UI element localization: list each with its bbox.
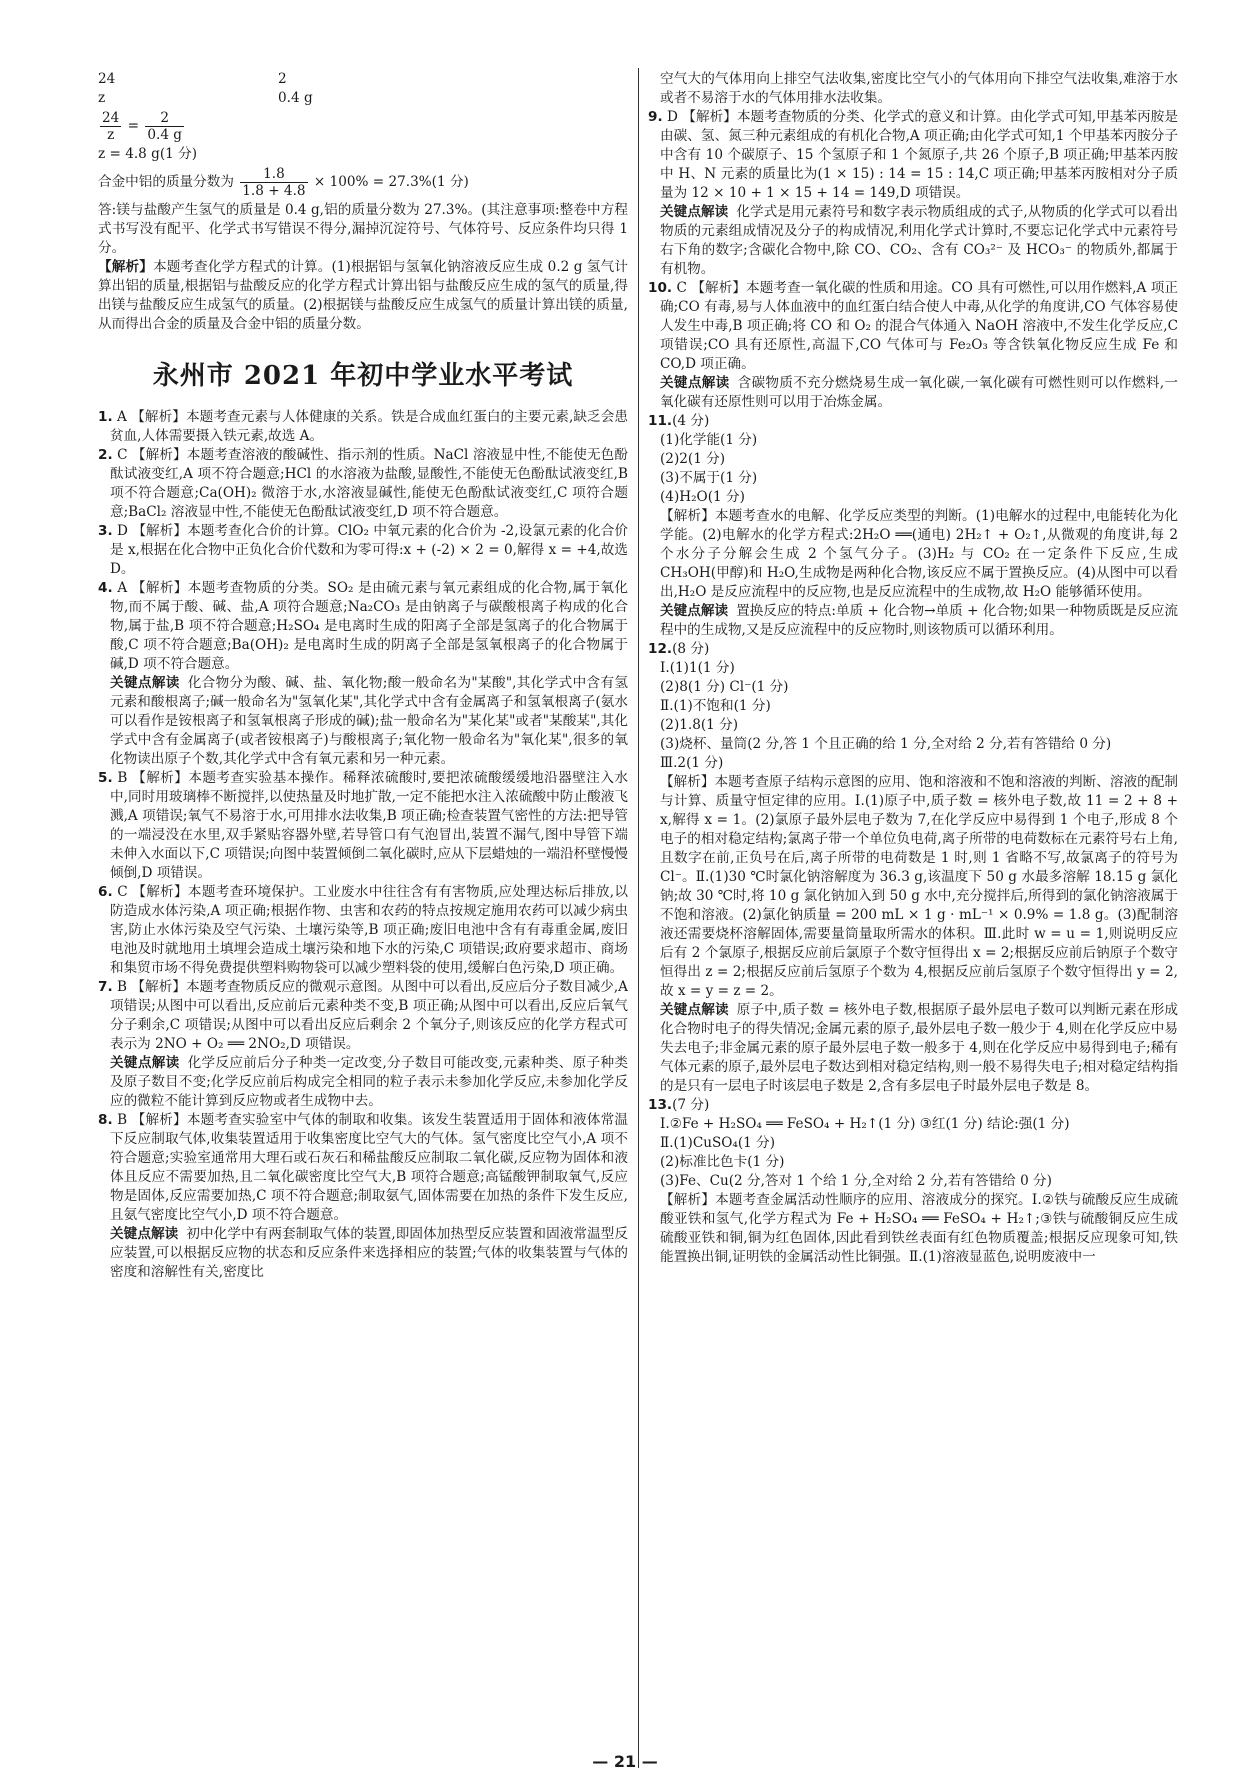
key-point-text: 初中化学中有两套制取气体的装置,即固体加热型反应装置和固液常温型反应装置,可以根据反应物的状态和反应条件来选择相应的装置;气体的收集装置与气体的密度和溶解性有关,密度比 (110, 1226, 629, 1280)
key-point-text: 化学式是用元素符号和数字表示物质组成的式子,从物质的化学式可以看出物质的元素组成情况及分子的构成情况,利用化学式计算时,不要忘记化学式中元素符号右下角的数字;含碳化合物中,除 CO、CO₂、含有 CO₃²⁻ 及 HCO₃⁻ 的物质外,都属于有机物。 (660, 204, 1179, 277)
question-number: 3. (98, 523, 113, 539)
answer-line: Ⅰ.(1)1(1 分) (660, 660, 735, 676)
answer-line: (2)2(1 分) (660, 451, 726, 467)
question-score: (7 分) (672, 1097, 710, 1113)
question-number: 10. (648, 280, 673, 296)
answer-line: Ⅱ.(1)不饱和(1 分) (660, 698, 771, 714)
continued-text: 空气大的气体用向上排空气法收集,密度比空气小的气体用向下排空气法收集,难溶于水或者不易溶于水的气体用排水法收集。 (660, 71, 1178, 106)
question-number: 12. (648, 641, 673, 657)
key-point (648, 602, 1178, 640)
answer-line: (3)Fe、Cu(2 分,答对 1 个给 1 分,全对给 2 分,若有答错给 0 分) (660, 1173, 1052, 1189)
text: × 100% = 27.3%(1 分) (313, 174, 469, 190)
fraction (240, 166, 307, 199)
answer-line: (2)1.8(1 分) (660, 717, 739, 733)
question-item (98, 579, 628, 674)
key-point (98, 1225, 628, 1282)
key-point-tag: 关键点解读 (660, 603, 729, 619)
aluminum-fraction-line (98, 166, 628, 199)
question-text: D 【解析】本题考查化合价的计算。ClO₂ 中氧元素的化合价为 -2,设氯元素的化合价是 x,根据在化合物中正负化合价代数和为零可得:x + (-2) × 2 = 0,解得 x = +4,故选 D。 (110, 523, 629, 577)
denominator: 0.4 g (147, 127, 183, 143)
key-point-text: 化合物分为酸、碱、盐、氧化物;酸一般命名为"某酸",其化学式中含有氢元素和酸根离子;碱一般命名为"氢氧化某",其化学式中含有金属离子和氢氧根离子(氨水可以看作是铵根离子和氢氧根离子形成的碱);盐一般命名为"某化某"或者"某酸某",其化学式中含有金属离子(或者铵根离子)与酸根离子;氧化物一般命名为"氧化某",很多的氧化物读出原子个数,其化学式中含有氧元素和另一种元素。 (110, 675, 629, 767)
answer-line: (4)H₂O(1 分) (660, 489, 745, 505)
question-text: A 【解析】本题考查物质的分类。SO₂ 是由硫元素与氧元素组成的化合物,属于氧化物,而不属于酸、碱、盐,A 项符合题意;Na₂CO₃ 是由钠离子与碳酸根离子构成的化合物,属于盐,B 项不符合题意;H₂SO₄ 是电离时生成的阳离子全部是氢离子的化合物属于酸,C 项不符合题意;Ba(OH)₂ 是电离时生成的阴离子全部是氢氧根离子的化合物属于碱,D 项不符合题意。 (110, 580, 629, 672)
analysis-paragraph: 【解析】本题考查水的电解、化学反应类型的判断。(1)电解水的过程中,电能转化为化学能。(2)电解水的化学方程式:2H₂O ══(通电) 2H₂↑ + O₂↑,从微观的角度讲,每 2 个水分子分解会生成 2 个氢气分子。(3)H₂ 与 CO₂ 在一定条件下反应,生成 CH₃OH(甲醇)和 H₂O,生成物是两种化合物,该反应不属于置换反应。(4)从图中可以看出,H₂O 是反应流程中的反应物,也是反应流程中的生成物,故 H₂O 能够循环使用。 (660, 508, 1178, 600)
question-number: 8. (98, 1112, 113, 1128)
section-title: 永州市 2021 年初中学业水平考试 (152, 361, 574, 391)
calc-row-1 (98, 70, 628, 89)
analysis-paragraph: 【解析】本题考查金属活动性顺序的应用、溶液成分的探究。Ⅰ.②铁与硫酸反应生成硫酸亚铁和氢气,化学方程式为 Fe + H₂SO₄ ══ FeSO₄ + H₂↑;③铁与硫酸铜反应生成硫酸亚铁和铜,铜为红色固体,因此看到铁丝表面有红色物质覆盖;根据反应现象可知,铁能置换出铜,证明铁的金属活动性比铜强。Ⅱ.(1)溶液显蓝色,说明废液中一 (660, 1192, 1178, 1265)
question-item (648, 279, 1178, 374)
key-point-tag: 关键点解读 (660, 375, 730, 391)
answer-paragraph: 答:镁与盐酸产生氢气的质量是 0.4 g,铝的质量分数为 27.3%。(其注意事项:整卷中方程式书写没有配平、化学式书写错误不得分,漏掉沉淀符号、气体符号、反应条件均只得 1 分。 (98, 202, 628, 256)
key-point (648, 374, 1178, 412)
question-text: B 【解析】本题考查物质反应的微观示意图。从图中可以看出,反应后分子数目减少,A 项错误;从图中可以看出,反应前后元素种类不变,B 项正确;从图中可以看出,反应后氧气分子剩余,C 项错误;从图中可以看出反应后剩余 2 个氧分子,则该反应的化学方程式可表示为 2NO + O₂ ══ 2NO₂,D 项错误。 (110, 979, 628, 1052)
denominator: z (107, 127, 115, 143)
text: 合金中铝的质量分数为 (98, 174, 234, 190)
analysis-paragraph: 【解析】本题考查原子结构示意图的应用、饱和溶液和不饱和溶液的判断、溶液的配制与计算、质量守恒定律的应用。Ⅰ.(1)原子中,质子数 = 核外电子数,故 11 = 2 + 8 + x,解得 x = 1。(2)氯原子最外层电子数为 7,在化学反应中易得到 1 个电子,形成 8 个电子的相对稳定结构;氯离子带一个单位负电荷,离子所带的电荷数标在元素符号右上角,且数字在前,正负号在后,离子所带的电荷数是 1 时,则 1 省略不写,故氯离子的符号为 Cl⁻。Ⅱ.(1)30 ℃时氯化钠溶解度为 36.3 g,该温度下 50 g 水最多溶解 18.15 g 氯化钠;故 30 ℃时,将 10 g 氯化钠加入到 50 g 水中,充分搅拌后,所得到的氯化钠溶液属于不饱和溶液。(2)氯化钠质量 = 200 mL × 1 g · mL⁻¹ × 0.9% = 1.8 g。(3)配制溶液还需要烧杯溶解固体,需要量筒量取所需水的体积。Ⅲ.此时 w = u = 1,则说明反应后有 2 个氯原子,根据反应前后氯原子个数守恒得出 x = 2;根据反应前后钠原子个数守恒得出 z = 2;根据反应前后氢原子个数为 4,根据反应前后氢原子个数守恒得出 y = 2,故 x = y = z = 2。 (660, 774, 1178, 999)
calc-result: z = 4.8 g(1 分) (98, 146, 198, 162)
key-point-tag: 关键点解读 (110, 1055, 180, 1071)
question-number: 7. (98, 979, 113, 995)
answer-line: Ⅲ.2(1 分) (660, 755, 724, 771)
answer-line: Ⅰ.②Fe + H₂SO₄ ══ FeSO₄ + H₂↑(1 分) ③红(1 分) 结论:强(1 分) (660, 1116, 1070, 1132)
question-text: C 【解析】本题考查一氧化碳的性质和用途。CO 具有可燃性,可以用作燃料,A 项正确;CO 有毒,易与人体血液中的血红蛋白结合使人中毒,从化学的角度讲,CO 气体容易使人发生中毒,B 项正确;将 CO 和 O₂ 的混合气体通入 NaOH 溶液中,不发生化学反应,C 项错误;CO 具有还原性,高温下,CO 气体可与 Fe₂O₃ 等含铁氧化物反应生成 Fe 和 CO,D 项正确。 (660, 280, 1178, 372)
key-point-text: 含碳物质不充分燃烧易生成一氧化碳,一氧化碳有可燃性则可以作燃料,一氧化碳有还原性则可以用于冶炼金属。 (660, 375, 1179, 410)
key-point-tag: 关键点解读 (110, 675, 180, 691)
fraction (145, 110, 184, 143)
question-number: 11. (648, 413, 673, 429)
question-number: 13. (648, 1097, 673, 1113)
question-score: (4 分) (672, 413, 710, 429)
question-text: C 【解析】本题考查溶液的酸碱性、指示剂的性质。NaCl 溶液显中性,不能使无色酚酞试液变红,A 项不符合题意;HCl 的水溶液为盐酸,显酸性,不能使无色酚酞试液变红,B 项不符合题意;Ca(OH)₂ 微溶于水,水溶液显碱性,能使无色酚酞试液变红,C 项符合题意;BaCl₂ 溶液显中性,不能使无色酚酞试液变红,D 项不符合题意。 (110, 447, 628, 520)
calc-value: z (98, 90, 106, 106)
denominator: 1.8 + 4.8 (242, 183, 306, 199)
key-point-text: 化学反应前后分子种类一定改变,分子数目可能改变,元素种类、原子种类及原子数目不变;化学反应前后构成完全相同的粒子表示未参加化学反应,未参加化学反应的微粒不能计算到反应物或者生成物中去。 (110, 1055, 629, 1109)
key-point-tag: 关键点解读 (660, 1002, 729, 1018)
question-text: C 【解析】本题考查环境保护。工业废水中往往含有有害物质,应处理达标后排放,以防造成水体污染,A 项正确;根据作物、虫害和农药的特点按规定施用农药可以减少病虫害,防止水体污染及空气污染、土壤污染等,B 项正确;废旧电池中含有有毒重金属,废旧电池及时就地用土填埋会造成土壤污染和地下水的污染,C 项错误;政府要求超市、商场和集贸市场不得免费提供塑料购物袋可以减少塑料袋的使用,缓解白色污染,D 项正确。 (110, 884, 628, 976)
left-column (98, 70, 628, 1282)
question-number: 2. (98, 447, 113, 463)
question-item (98, 883, 628, 978)
numerator: 24 (102, 110, 120, 126)
key-point-tag: 关键点解读 (110, 1226, 179, 1242)
question-header (648, 1096, 1178, 1115)
page-number: — 21 — (592, 1752, 658, 1771)
question-text: B 【解析】本题考查实验基本操作。稀释浓硫酸时,要把浓硫酸缓缓地沿器壁注入水中,同时用玻璃棒不断搅拌,以使热量及时地扩散,一定不能把水注入浓硫酸中防止酸液飞溅,A 项错误;氧气不易溶于水,可用排水法收集,B 项正确;检查装置气密性的方法:把导管的一端浸没在水里,双手紧贴容器外壁,若导管口有气泡冒出,装置不漏气,图中导管下端未伸入水面以下,C 项错误;向图中装置倾倒二氧化碳时,应从下层蜡烛的一端沿杯壁慢慢倾倒,D 项错误。 (110, 770, 628, 881)
numerator: 1.8 (240, 166, 307, 183)
question-item (98, 446, 628, 522)
question-number: 6. (98, 884, 113, 900)
key-point (98, 1054, 628, 1111)
calc-value: 0.4 g (278, 90, 313, 106)
key-point-text: 置换反应的特点:单质 + 化合物→单质 + 化合物;如果一种物质既是反应流程中的生成物,又是反应流程中的反应物时,则该物质可以循环利用。 (660, 603, 1178, 638)
answer-line: (1)化学能(1 分) (660, 432, 758, 448)
key-point-tag: 关键点解读 (660, 204, 729, 220)
fraction (100, 110, 121, 143)
key-point (648, 1001, 1178, 1096)
answer-line: (3)烧杯、量筒(2 分,答 1 个且正确的给 1 分,全对给 2 分,若有答错给 0 分) (660, 736, 1112, 752)
analysis-text: 本题考查化学方程式的计算。(1)根据铝与氢氧化钠溶液反应生成 0.2 g 氢气计算出铝的质量,根据铝与盐酸反应的化学方程式计算出铝与盐酸反应生成的氢气的质量,得出镁与盐酸反应生成氢气的质量。(2)根据镁与盐酸反应生成氢气的质量计算出镁的质量,从而得出合金的质量及合金中铝的质量分数。 (98, 259, 628, 332)
question-text: B 【解析】本题考查实验室中气体的制取和收集。该发生装置适用于固体和液体常温下反应制取气体,收集装置适用于收集密度比空气大的气体。氢气密度比空气小,A 项不符合题意;实验室通常用大理石或石灰石和稀盐酸反应制取二氧化碳,反应物为固体和液体且反应不需要加热,且二氧化碳密度比空气大,B 项符合题意;高锰酸钾制取氧气,反应物是固体,反应需要加热,C 项不符合题意;制取氨气,固体需要在加热的条件下发生反应,且氨气密度比空气小,D 项不符合题意。 (110, 1112, 628, 1223)
question-number: 5. (98, 770, 113, 786)
answer-line: (3)不属于(1 分) (660, 470, 758, 486)
proportion-equation (98, 110, 628, 143)
question-item (98, 1111, 628, 1225)
column-divider (638, 68, 639, 1768)
question-header (648, 412, 1178, 431)
question-header (648, 640, 1178, 659)
question-item (98, 769, 628, 883)
key-point (98, 674, 628, 769)
question-text: A 【解析】本题考查元素与人体健康的关系。铁是合成血红蛋白的主要元素,缺乏会患贫血,人体需要摄入铁元素,故选 A。 (110, 409, 628, 444)
question-score: (8 分) (672, 641, 710, 657)
question-item (98, 522, 628, 579)
numerator: 2 (145, 110, 184, 127)
analysis-paragraph (98, 258, 628, 334)
analysis-tag: 【解析】 (98, 259, 153, 275)
question-number: 1. (98, 409, 113, 425)
question-text: D 【解析】本题考查物质的分类、化学式的意义和计算。由化学式可知,甲基苯丙胺是由碳、氢、氮三种元素组成的有机化合物,A 项正确;由化学式可知,1 个甲基苯丙胺分子中含有 10 个碳原子、15 个氢原子和 1 个氮原子,共 26 个原子,B 项正确;甲基苯丙胺中 H、N 元素的质量比为(1 × 15) : 14 = 15 : 14,C 项正确;甲基苯丙胺相对分子质量为 12 × 10 + 1 × 15 + 14 = 149,D 项错误。 (660, 109, 1178, 201)
question-item (98, 978, 628, 1054)
answer-line: (2)8(1 分) Cl⁻(1 分) (660, 679, 789, 695)
equals-sign: = (127, 118, 140, 134)
key-point (648, 203, 1178, 279)
calc-row-2 (98, 89, 628, 108)
question-number: 9. (648, 109, 663, 125)
question-number: 4. (98, 580, 113, 596)
question-item (648, 108, 1178, 203)
right-column (648, 70, 1178, 1267)
question-item (98, 408, 628, 446)
key-point-text: 原子中,质子数 = 核外电子数,根据原子最外层电子数可以判断元素在形成化合物时电子的得失情况;金属元素的原子,最外层电子数一般少于 4,则在化学反应中易失去电子;非金属元素的原子最外层电子数一般多于 4,则在化学反应中易得到电子;稀有气体元素的原子,最外层电子数达到相对稳定结构,则一般不易得失电子;相对稳定结构指的是只有一层电子时该层电子数是 2,含有多层电子时最外层电子数是 8。 (660, 1002, 1178, 1094)
answer-line: Ⅱ.(1)CuSO₄(1 分) (660, 1135, 776, 1151)
answer-line: (2)标准比色卡(1 分) (660, 1154, 785, 1170)
calc-value: 2 (278, 71, 287, 87)
calc-value: 24 (98, 71, 116, 87)
